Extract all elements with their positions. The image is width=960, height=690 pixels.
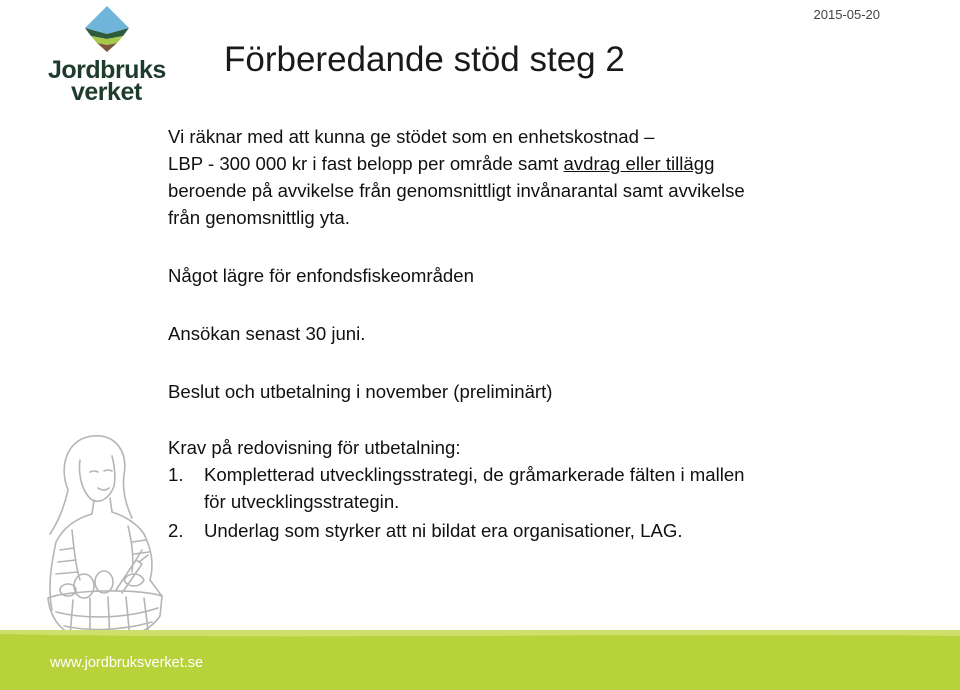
decision-text: Beslut och utbetalning i november (preliminärt): [168, 381, 553, 402]
intro-line-1: Vi räknar med att kunna ge stödet som en enhetskostnad –: [168, 126, 655, 147]
woman-with-basket-illustration: [28, 430, 178, 645]
intro-line-4: från genomsnittlig yta.: [168, 207, 350, 228]
slide-body: [168, 123, 908, 544]
logo-emblem-icon: [83, 6, 131, 52]
intro-line-3: beroende på avvikelse från genomsnittligt invånarantal samt avvikelse: [168, 180, 745, 201]
deduction-link[interactable]: avdrag eller tillägg: [563, 153, 715, 174]
list-item: [168, 461, 908, 515]
deadline-text: Ansökan senast 30 juni.: [168, 323, 366, 344]
intro-line-2: [168, 150, 908, 177]
list-item-number: 1.: [168, 464, 184, 485]
list-item-text: [204, 517, 683, 544]
list-item-text: [204, 461, 745, 515]
slide-title: Förberedande stöd steg 2: [224, 40, 625, 79]
requirements-heading: Krav på redovisning för utbetalning:: [168, 437, 461, 458]
intro-line-2-text: LBP - 300 000 kr i fast belopp per område samt: [168, 153, 564, 174]
logo-text-line1: Jordbruks: [48, 56, 166, 84]
list-item-number: 2.: [168, 520, 184, 541]
logo-text-line2: verket: [71, 78, 142, 106]
requirements-list: [168, 461, 908, 544]
list-item-line: för utvecklingsstrategin.: [204, 491, 400, 512]
fishery-note: Något lägre för enfondsfiskeområden: [168, 265, 474, 286]
list-item-line: Underlag som styrker att ni bildat era organisationer, LAG.: [204, 520, 683, 541]
list-item: [168, 517, 908, 544]
jordbruksverket-logo[interactable]: [48, 6, 173, 106]
website-link[interactable]: www.jordbruksverket.se: [50, 655, 204, 671]
slide-date: 2015-05-20: [813, 7, 880, 22]
list-item-line: Kompletterad utvecklingsstrategi, de gråmarkerade fälten i mallen: [204, 464, 745, 485]
